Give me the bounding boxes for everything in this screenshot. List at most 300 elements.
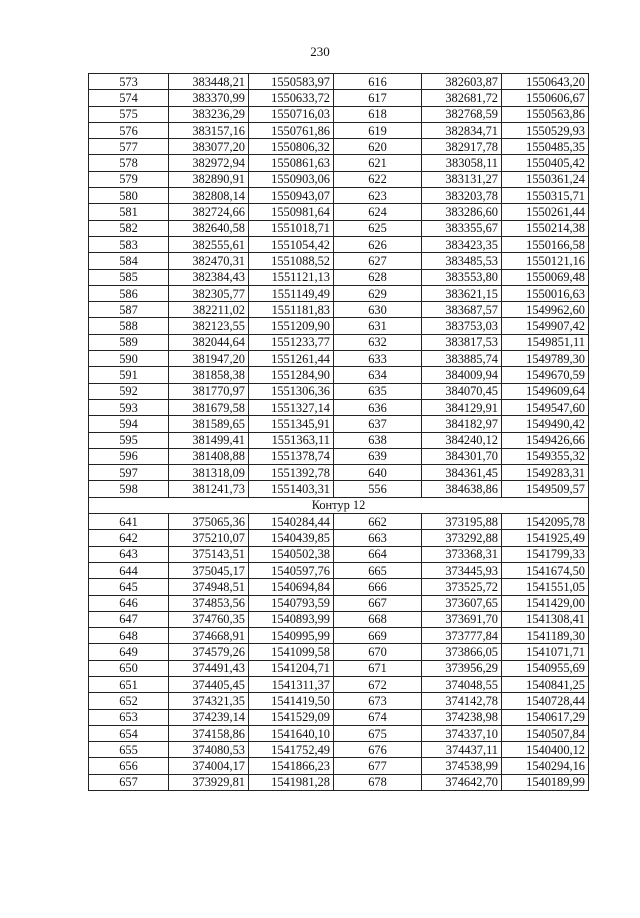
y-coordinate: 1540294,16 bbox=[502, 758, 589, 774]
table-row bbox=[89, 481, 589, 497]
x-coordinate: 373866,05 bbox=[422, 644, 502, 660]
point-number: 643 bbox=[89, 546, 169, 562]
y-coordinate: 1549789,30 bbox=[502, 351, 589, 367]
point-number: 583 bbox=[89, 236, 169, 252]
point-number: 678 bbox=[334, 774, 422, 790]
point-number: 584 bbox=[89, 253, 169, 269]
x-coordinate: 383077,20 bbox=[169, 139, 249, 155]
point-number: 652 bbox=[89, 693, 169, 709]
y-coordinate: 1551209,90 bbox=[249, 318, 334, 334]
point-number: 644 bbox=[89, 562, 169, 578]
point-number: 594 bbox=[89, 416, 169, 432]
point-number: 595 bbox=[89, 432, 169, 448]
table-row bbox=[89, 676, 589, 692]
point-number: 673 bbox=[334, 693, 422, 709]
y-coordinate: 1540507,84 bbox=[502, 725, 589, 741]
point-number: 651 bbox=[89, 676, 169, 692]
x-coordinate: 382123,55 bbox=[169, 318, 249, 334]
x-coordinate: 383236,29 bbox=[169, 106, 249, 122]
x-coordinate: 383753,03 bbox=[422, 318, 502, 334]
y-coordinate: 1551088,52 bbox=[249, 253, 334, 269]
point-number: 671 bbox=[334, 660, 422, 676]
point-number: 675 bbox=[334, 725, 422, 741]
x-coordinate: 374642,70 bbox=[422, 774, 502, 790]
y-coordinate: 1551181,83 bbox=[249, 302, 334, 318]
y-coordinate: 1550943,07 bbox=[249, 188, 334, 204]
table-row bbox=[89, 139, 589, 155]
table-row bbox=[89, 742, 589, 758]
point-number: 633 bbox=[334, 351, 422, 367]
table-row bbox=[89, 579, 589, 595]
point-number: 664 bbox=[334, 546, 422, 562]
x-coordinate: 373368,31 bbox=[422, 546, 502, 562]
y-coordinate: 1550315,71 bbox=[502, 188, 589, 204]
y-coordinate: 1549962,60 bbox=[502, 302, 589, 318]
point-number: 556 bbox=[334, 481, 422, 497]
y-coordinate: 1550261,44 bbox=[502, 204, 589, 220]
y-coordinate: 1551261,44 bbox=[249, 351, 334, 367]
y-coordinate: 1541204,71 bbox=[249, 660, 334, 676]
x-coordinate: 382640,58 bbox=[169, 220, 249, 236]
table-row bbox=[89, 611, 589, 627]
point-number: 657 bbox=[89, 774, 169, 790]
x-coordinate: 373525,72 bbox=[422, 579, 502, 595]
x-coordinate: 383817,53 bbox=[422, 334, 502, 350]
point-number: 587 bbox=[89, 302, 169, 318]
point-number: 590 bbox=[89, 351, 169, 367]
point-number: 649 bbox=[89, 644, 169, 660]
y-coordinate: 1549851,11 bbox=[502, 334, 589, 350]
point-number: 646 bbox=[89, 595, 169, 611]
y-coordinate: 1550563,86 bbox=[502, 106, 589, 122]
point-number: 598 bbox=[89, 481, 169, 497]
x-coordinate: 383058,11 bbox=[422, 155, 502, 171]
x-coordinate: 382603,87 bbox=[422, 74, 502, 90]
y-coordinate: 1541640,10 bbox=[249, 725, 334, 741]
y-coordinate: 1551121,13 bbox=[249, 269, 334, 285]
table-row bbox=[89, 188, 589, 204]
point-number: 666 bbox=[334, 579, 422, 595]
x-coordinate: 381499,41 bbox=[169, 432, 249, 448]
x-coordinate: 383157,16 bbox=[169, 122, 249, 138]
y-coordinate: 1541752,49 bbox=[249, 742, 334, 758]
table-row bbox=[89, 465, 589, 481]
point-number: 669 bbox=[334, 628, 422, 644]
y-coordinate: 1550903,06 bbox=[249, 171, 334, 187]
y-coordinate: 1549490,42 bbox=[502, 416, 589, 432]
x-coordinate: 382972,94 bbox=[169, 155, 249, 171]
x-coordinate: 382384,43 bbox=[169, 269, 249, 285]
table-row bbox=[89, 562, 589, 578]
x-coordinate: 384070,45 bbox=[422, 383, 502, 399]
y-coordinate: 1540189,99 bbox=[502, 774, 589, 790]
y-coordinate: 1540284,44 bbox=[249, 514, 334, 530]
table-row bbox=[89, 432, 589, 448]
x-coordinate: 381241,73 bbox=[169, 481, 249, 497]
x-coordinate: 383370,99 bbox=[169, 90, 249, 106]
point-number: 674 bbox=[334, 709, 422, 725]
x-coordinate: 373691,70 bbox=[422, 611, 502, 627]
y-coordinate: 1550583,97 bbox=[249, 74, 334, 90]
x-coordinate: 384361,45 bbox=[422, 465, 502, 481]
y-coordinate: 1551345,91 bbox=[249, 416, 334, 432]
y-coordinate: 1540694,84 bbox=[249, 579, 334, 595]
x-coordinate: 383621,15 bbox=[422, 285, 502, 301]
y-coordinate: 1550361,24 bbox=[502, 171, 589, 187]
table-row bbox=[89, 383, 589, 399]
x-coordinate: 382724,66 bbox=[169, 204, 249, 220]
x-coordinate: 373445,93 bbox=[422, 562, 502, 578]
y-coordinate: 1551018,71 bbox=[249, 220, 334, 236]
x-coordinate: 374491,43 bbox=[169, 660, 249, 676]
point-number: 655 bbox=[89, 742, 169, 758]
point-number: 577 bbox=[89, 139, 169, 155]
point-number: 642 bbox=[89, 530, 169, 546]
y-coordinate: 1541308,41 bbox=[502, 611, 589, 627]
point-number: 648 bbox=[89, 628, 169, 644]
section-title-row bbox=[89, 497, 589, 513]
y-coordinate: 1551054,42 bbox=[249, 236, 334, 252]
point-number: 631 bbox=[334, 318, 422, 334]
y-coordinate: 1541551,05 bbox=[502, 579, 589, 595]
y-coordinate: 1540502,38 bbox=[249, 546, 334, 562]
table-row bbox=[89, 774, 589, 790]
point-number: 667 bbox=[334, 595, 422, 611]
table-row bbox=[89, 416, 589, 432]
y-coordinate: 1541189,30 bbox=[502, 628, 589, 644]
x-coordinate: 373929,81 bbox=[169, 774, 249, 790]
table-row bbox=[89, 74, 589, 90]
x-coordinate: 382305,77 bbox=[169, 285, 249, 301]
x-coordinate: 382768,59 bbox=[422, 106, 502, 122]
y-coordinate: 1550861,63 bbox=[249, 155, 334, 171]
x-coordinate: 382834,71 bbox=[422, 122, 502, 138]
point-number: 580 bbox=[89, 188, 169, 204]
point-number: 589 bbox=[89, 334, 169, 350]
table-row bbox=[89, 318, 589, 334]
table-row bbox=[89, 660, 589, 676]
x-coordinate: 383885,74 bbox=[422, 351, 502, 367]
x-coordinate: 373777,84 bbox=[422, 628, 502, 644]
table-row bbox=[89, 644, 589, 660]
point-number: 670 bbox=[334, 644, 422, 660]
point-number: 676 bbox=[334, 742, 422, 758]
y-coordinate: 1549547,60 bbox=[502, 399, 589, 415]
x-coordinate: 373607,65 bbox=[422, 595, 502, 611]
x-coordinate: 375045,17 bbox=[169, 562, 249, 578]
x-coordinate: 374048,55 bbox=[422, 676, 502, 692]
point-number: 573 bbox=[89, 74, 169, 90]
table-row bbox=[89, 155, 589, 171]
y-coordinate: 1550716,03 bbox=[249, 106, 334, 122]
point-number: 632 bbox=[334, 334, 422, 350]
x-coordinate: 374668,91 bbox=[169, 628, 249, 644]
y-coordinate: 1550166,58 bbox=[502, 236, 589, 252]
y-coordinate: 1540617,29 bbox=[502, 709, 589, 725]
point-number: 663 bbox=[334, 530, 422, 546]
y-coordinate: 1540893,99 bbox=[249, 611, 334, 627]
point-number: 635 bbox=[334, 383, 422, 399]
y-coordinate: 1540728,44 bbox=[502, 693, 589, 709]
y-coordinate: 1550633,72 bbox=[249, 90, 334, 106]
y-coordinate: 1551233,77 bbox=[249, 334, 334, 350]
y-coordinate: 1540400,12 bbox=[502, 742, 589, 758]
x-coordinate: 384240,12 bbox=[422, 432, 502, 448]
point-number: 581 bbox=[89, 204, 169, 220]
y-coordinate: 1540597,76 bbox=[249, 562, 334, 578]
table-row bbox=[89, 220, 589, 236]
x-coordinate: 375065,36 bbox=[169, 514, 249, 530]
y-coordinate: 1550069,48 bbox=[502, 269, 589, 285]
point-number: 641 bbox=[89, 514, 169, 530]
x-coordinate: 383553,80 bbox=[422, 269, 502, 285]
point-number: 585 bbox=[89, 269, 169, 285]
point-number: 574 bbox=[89, 90, 169, 106]
point-number: 578 bbox=[89, 155, 169, 171]
point-number: 575 bbox=[89, 106, 169, 122]
point-number: 638 bbox=[334, 432, 422, 448]
y-coordinate: 1541429,00 bbox=[502, 595, 589, 611]
point-number: 672 bbox=[334, 676, 422, 692]
x-coordinate: 384009,94 bbox=[422, 367, 502, 383]
x-coordinate: 383423,35 bbox=[422, 236, 502, 252]
y-coordinate: 1549609,64 bbox=[502, 383, 589, 399]
y-coordinate: 1549907,42 bbox=[502, 318, 589, 334]
x-coordinate: 384301,70 bbox=[422, 448, 502, 464]
x-coordinate: 373292,88 bbox=[422, 530, 502, 546]
x-coordinate: 374239,14 bbox=[169, 709, 249, 725]
x-coordinate: 382044,64 bbox=[169, 334, 249, 350]
table-row bbox=[89, 758, 589, 774]
x-coordinate: 383448,21 bbox=[169, 74, 249, 90]
x-coordinate: 374437,11 bbox=[422, 742, 502, 758]
x-coordinate: 384129,91 bbox=[422, 399, 502, 415]
y-coordinate: 1550643,20 bbox=[502, 74, 589, 90]
y-coordinate: 1551284,90 bbox=[249, 367, 334, 383]
x-coordinate: 375143,51 bbox=[169, 546, 249, 562]
point-number: 623 bbox=[334, 188, 422, 204]
y-coordinate: 1541311,37 bbox=[249, 676, 334, 692]
point-number: 647 bbox=[89, 611, 169, 627]
point-number: 621 bbox=[334, 155, 422, 171]
point-number: 620 bbox=[334, 139, 422, 155]
x-coordinate: 381947,20 bbox=[169, 351, 249, 367]
y-coordinate: 1549283,31 bbox=[502, 465, 589, 481]
x-coordinate: 382555,61 bbox=[169, 236, 249, 252]
x-coordinate: 381679,58 bbox=[169, 399, 249, 415]
x-coordinate: 382470,31 bbox=[169, 253, 249, 269]
y-coordinate: 1542095,78 bbox=[502, 514, 589, 530]
point-number: 636 bbox=[334, 399, 422, 415]
table-row bbox=[89, 514, 589, 530]
y-coordinate: 1551149,49 bbox=[249, 285, 334, 301]
section-title: Контур 12 bbox=[89, 497, 589, 513]
table-row bbox=[89, 725, 589, 741]
y-coordinate: 1541419,50 bbox=[249, 693, 334, 709]
table-row bbox=[89, 106, 589, 122]
table-row bbox=[89, 334, 589, 350]
x-coordinate: 383687,57 bbox=[422, 302, 502, 318]
point-number: 586 bbox=[89, 285, 169, 301]
x-coordinate: 382211,02 bbox=[169, 302, 249, 318]
point-number: 626 bbox=[334, 236, 422, 252]
table-row bbox=[89, 302, 589, 318]
table-row bbox=[89, 236, 589, 252]
point-number: 625 bbox=[334, 220, 422, 236]
x-coordinate: 381318,09 bbox=[169, 465, 249, 481]
y-coordinate: 1549670,59 bbox=[502, 367, 589, 383]
x-coordinate: 374405,45 bbox=[169, 676, 249, 692]
x-coordinate: 383485,53 bbox=[422, 253, 502, 269]
x-coordinate: 384182,97 bbox=[422, 416, 502, 432]
y-coordinate: 1550806,32 bbox=[249, 139, 334, 155]
y-coordinate: 1550485,35 bbox=[502, 139, 589, 155]
section-header bbox=[89, 497, 589, 513]
point-number: 640 bbox=[334, 465, 422, 481]
x-coordinate: 374004,17 bbox=[169, 758, 249, 774]
table-row bbox=[89, 693, 589, 709]
y-coordinate: 1550016,63 bbox=[502, 285, 589, 301]
x-coordinate: 381408,88 bbox=[169, 448, 249, 464]
table-row bbox=[89, 204, 589, 220]
point-number: 622 bbox=[334, 171, 422, 187]
point-number: 588 bbox=[89, 318, 169, 334]
x-coordinate: 374142,78 bbox=[422, 693, 502, 709]
y-coordinate: 1541674,50 bbox=[502, 562, 589, 578]
x-coordinate: 374579,26 bbox=[169, 644, 249, 660]
x-coordinate: 382890,91 bbox=[169, 171, 249, 187]
y-coordinate: 1549355,32 bbox=[502, 448, 589, 464]
point-number: 592 bbox=[89, 383, 169, 399]
point-number: 662 bbox=[334, 514, 422, 530]
x-coordinate: 374948,51 bbox=[169, 579, 249, 595]
point-number: 653 bbox=[89, 709, 169, 725]
y-coordinate: 1549509,57 bbox=[502, 481, 589, 497]
table-row bbox=[89, 399, 589, 415]
coordinates-block-2 bbox=[89, 514, 589, 791]
y-coordinate: 1541071,71 bbox=[502, 644, 589, 660]
coordinates-table bbox=[88, 73, 589, 791]
y-coordinate: 1551403,31 bbox=[249, 481, 334, 497]
table-row bbox=[89, 595, 589, 611]
point-number: 645 bbox=[89, 579, 169, 595]
point-number: 593 bbox=[89, 399, 169, 415]
y-coordinate: 1541529,09 bbox=[249, 709, 334, 725]
table-row bbox=[89, 122, 589, 138]
y-coordinate: 1549426,66 bbox=[502, 432, 589, 448]
table-row bbox=[89, 269, 589, 285]
table-row bbox=[89, 448, 589, 464]
y-coordinate: 1551363,11 bbox=[249, 432, 334, 448]
table-row bbox=[89, 351, 589, 367]
y-coordinate: 1541925,49 bbox=[502, 530, 589, 546]
x-coordinate: 374238,98 bbox=[422, 709, 502, 725]
x-coordinate: 374337,10 bbox=[422, 725, 502, 741]
x-coordinate: 383286,60 bbox=[422, 204, 502, 220]
y-coordinate: 1541799,33 bbox=[502, 546, 589, 562]
y-coordinate: 1551306,36 bbox=[249, 383, 334, 399]
table-row bbox=[89, 530, 589, 546]
point-number: 634 bbox=[334, 367, 422, 383]
point-number: 617 bbox=[334, 90, 422, 106]
y-coordinate: 1550121,16 bbox=[502, 253, 589, 269]
x-coordinate: 373956,29 bbox=[422, 660, 502, 676]
table-row bbox=[89, 90, 589, 106]
y-coordinate: 1541099,58 bbox=[249, 644, 334, 660]
point-number: 628 bbox=[334, 269, 422, 285]
y-coordinate: 1550981,64 bbox=[249, 204, 334, 220]
point-number: 576 bbox=[89, 122, 169, 138]
coordinates-block-1 bbox=[89, 74, 589, 498]
y-coordinate: 1550606,67 bbox=[502, 90, 589, 106]
y-coordinate: 1540439,85 bbox=[249, 530, 334, 546]
point-number: 650 bbox=[89, 660, 169, 676]
table-row bbox=[89, 546, 589, 562]
table-row bbox=[89, 285, 589, 301]
table-row bbox=[89, 171, 589, 187]
x-coordinate: 384638,86 bbox=[422, 481, 502, 497]
point-number: 624 bbox=[334, 204, 422, 220]
point-number: 677 bbox=[334, 758, 422, 774]
table-row bbox=[89, 367, 589, 383]
y-coordinate: 1550214,38 bbox=[502, 220, 589, 236]
x-coordinate: 374080,53 bbox=[169, 742, 249, 758]
x-coordinate: 374158,86 bbox=[169, 725, 249, 741]
point-number: 582 bbox=[89, 220, 169, 236]
point-number: 619 bbox=[334, 122, 422, 138]
x-coordinate: 383355,67 bbox=[422, 220, 502, 236]
point-number: 591 bbox=[89, 367, 169, 383]
point-number: 665 bbox=[334, 562, 422, 578]
table-row bbox=[89, 253, 589, 269]
y-coordinate: 1550761,86 bbox=[249, 122, 334, 138]
y-coordinate: 1551378,74 bbox=[249, 448, 334, 464]
y-coordinate: 1540793,59 bbox=[249, 595, 334, 611]
x-coordinate: 374538,99 bbox=[422, 758, 502, 774]
point-number: 630 bbox=[334, 302, 422, 318]
y-coordinate: 1540995,99 bbox=[249, 628, 334, 644]
point-number: 639 bbox=[334, 448, 422, 464]
x-coordinate: 383131,27 bbox=[422, 171, 502, 187]
x-coordinate: 381770,97 bbox=[169, 383, 249, 399]
x-coordinate: 382808,14 bbox=[169, 188, 249, 204]
x-coordinate: 382917,78 bbox=[422, 139, 502, 155]
point-number: 656 bbox=[89, 758, 169, 774]
x-coordinate: 381589,65 bbox=[169, 416, 249, 432]
point-number: 616 bbox=[334, 74, 422, 90]
table-row bbox=[89, 628, 589, 644]
x-coordinate: 382681,72 bbox=[422, 90, 502, 106]
point-number: 579 bbox=[89, 171, 169, 187]
point-number: 596 bbox=[89, 448, 169, 464]
x-coordinate: 374853,56 bbox=[169, 595, 249, 611]
y-coordinate: 1551392,78 bbox=[249, 465, 334, 481]
point-number: 654 bbox=[89, 725, 169, 741]
x-coordinate: 373195,88 bbox=[422, 514, 502, 530]
y-coordinate: 1540841,25 bbox=[502, 676, 589, 692]
point-number: 668 bbox=[334, 611, 422, 627]
x-coordinate: 381858,38 bbox=[169, 367, 249, 383]
point-number: 627 bbox=[334, 253, 422, 269]
y-coordinate: 1550529,93 bbox=[502, 122, 589, 138]
point-number: 629 bbox=[334, 285, 422, 301]
x-coordinate: 375210,07 bbox=[169, 530, 249, 546]
x-coordinate: 374321,35 bbox=[169, 693, 249, 709]
y-coordinate: 1541866,23 bbox=[249, 758, 334, 774]
x-coordinate: 383203,78 bbox=[422, 188, 502, 204]
x-coordinate: 374760,35 bbox=[169, 611, 249, 627]
y-coordinate: 1541981,28 bbox=[249, 774, 334, 790]
